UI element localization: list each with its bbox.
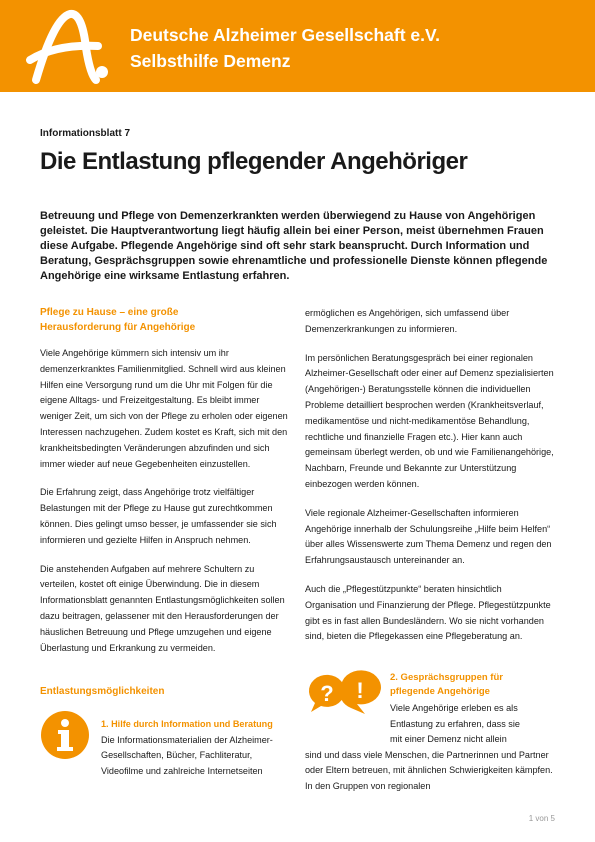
- body-paragraph: Die anstehenden Aufgaben auf mehrere Schultern zu verteilen, kostet oft einige Überwindung. Die in diesem Informationsblatt genannten Entlastungsmöglichkeiten sollen dazu beitragen, gelassener mit den Herausforderungen der häuslichen Betreuung und Pflege umzugehen und eigene Überlastung und Erkrankung zu vermeiden.: [40, 563, 285, 653]
- left-column: [40, 305, 290, 669]
- item-information: [101, 717, 289, 779]
- svg-text:?: ?: [320, 681, 334, 706]
- info-icon: [40, 710, 90, 760]
- org-name: Deutsche Alzheimer Gesellschaft e.V.: [130, 25, 440, 45]
- doc-kicker: Informationsblatt 7: [40, 128, 131, 139]
- alzheimer-logo-icon: [26, 8, 112, 86]
- page-title: Die Entlastung pflegender Angehöriger: [40, 148, 468, 175]
- body-paragraph: Die Erfahrung zeigt, dass Angehörige trotz vielfältiger Belastungen mit der Pflege zu Hause gut zurechtkommen können. Dies gelingt umso besser, je umfassender sie sich informieren und gezielte Hilfen in Anspruch nehmen.: [40, 487, 277, 545]
- body-paragraph: Viele regionale Alzheimer-Gesellschaften informieren Angehörige innerhalb der Schulungsreihe „Hilfe beim Helfen“ über alles Wissenswerte zum Thema Demenz und regen den Erfahrungsaustausch untereinander an.: [305, 507, 552, 566]
- item-gespraechsgruppen-text: Viele Angehörige erleben es als Entlastung zu erfahren, dass sie mit einer Demenz nicht allein sind und dass viele Menschen, die Partnerinnen und Partner oder Eltern betreuen, mit ähnlichen Schwierigkeiten kämpfen. In den Gruppen von regionalen: [305, 703, 553, 791]
- body-paragraph: Auch die „Pflegestützpunkte“ beraten hinsichtlich Organisation und Finanzierung der Pflege. Pflegestützpunkte gibt es in fast allen Bundesländern. Wo sie nicht vorhanden sind, bieten die Pflegekassen eine Pflegeberatung an.: [305, 583, 551, 642]
- svg-text:!: !: [356, 678, 364, 703]
- intro-paragraph: Betreuung und Pflege von Demenzerkrankten werden überwiegend zu Hause von Angehörigen geleistet. Die Hauptverantwortung liegt häufig allein bei einer Person, meist übernehmen Frauen diese Aufgabe. Pflegende Angehörige sind oft sehr stark beansprucht. Durch Information und Beratung, Gesprächsgruppen sowie ehrenamtliche und professionelle Dienste können pflegende Angehörige eine wirksame Entlastung erfahren.: [40, 210, 548, 282]
- org-subtitle: Selbsthilfe Demenz: [130, 51, 291, 71]
- page-number: 1 von 5: [528, 814, 555, 823]
- right-column: [305, 306, 555, 658]
- section-heading-pflege: Pflege zu Hause – eine große Herausforderung für Angehörige: [40, 307, 196, 333]
- section-heading-entlastung: Entlastungsmöglichkeiten: [40, 686, 165, 697]
- item-text: Die Informationsmaterialien der Alzheimer-Gesellschaften, Bücher, Fachliteratur, Videofilme und zahlreiche Internetseiten: [101, 734, 273, 776]
- body-paragraph: Im persönlichen Beratungsgespräch bei einer regionalen Alzheimer-Gesellschaft oder einer auf Demenz spezialisierten (Angehörigen-) Beratungsstelle können die individuellen Probleme detailliert besprochen werden (Krankheitsverlauf, medikamentöse und nicht-medikamentöse Behandlung, rechtliche und finanzielle Fragen etc.). Hier kann auch gemeinsam überlegt werden, ob und wie Familienangehörige, Nachbarn, Freunde und Bekannte zur Unterstützung einbezogen werden können.: [305, 352, 554, 489]
- body-paragraph: ermöglichen es Angehörigen, sich umfassend über Demenzerkrankungen zu informieren.: [305, 308, 510, 334]
- item-title: 1. Hilfe durch Information und Beratung: [101, 719, 273, 729]
- item-gespraechsgruppen-title: 2. Gesprächsgruppen für pflegende Angehörige: [390, 672, 503, 697]
- body-paragraph: Viele Angehörige kümmern sich intensiv um ihr demenzerkranktes Familienmitglied. Schnell wird aus kleinen Hilfen eine Versorgung rund um die Uhr mit Folgen für die eigene Alltags- und Freizeitgestaltung. Es bleibt immer weniger Zeit, um sich von der Pflege zu erholen oder eigenen Interessen nachzugehen. Zudem kostet es Kraft, sich mit den krankheitsbedingten Veränderungen abzufinden und sich immer wieder auf neue Gegebenheiten einzustellen.: [40, 348, 288, 469]
